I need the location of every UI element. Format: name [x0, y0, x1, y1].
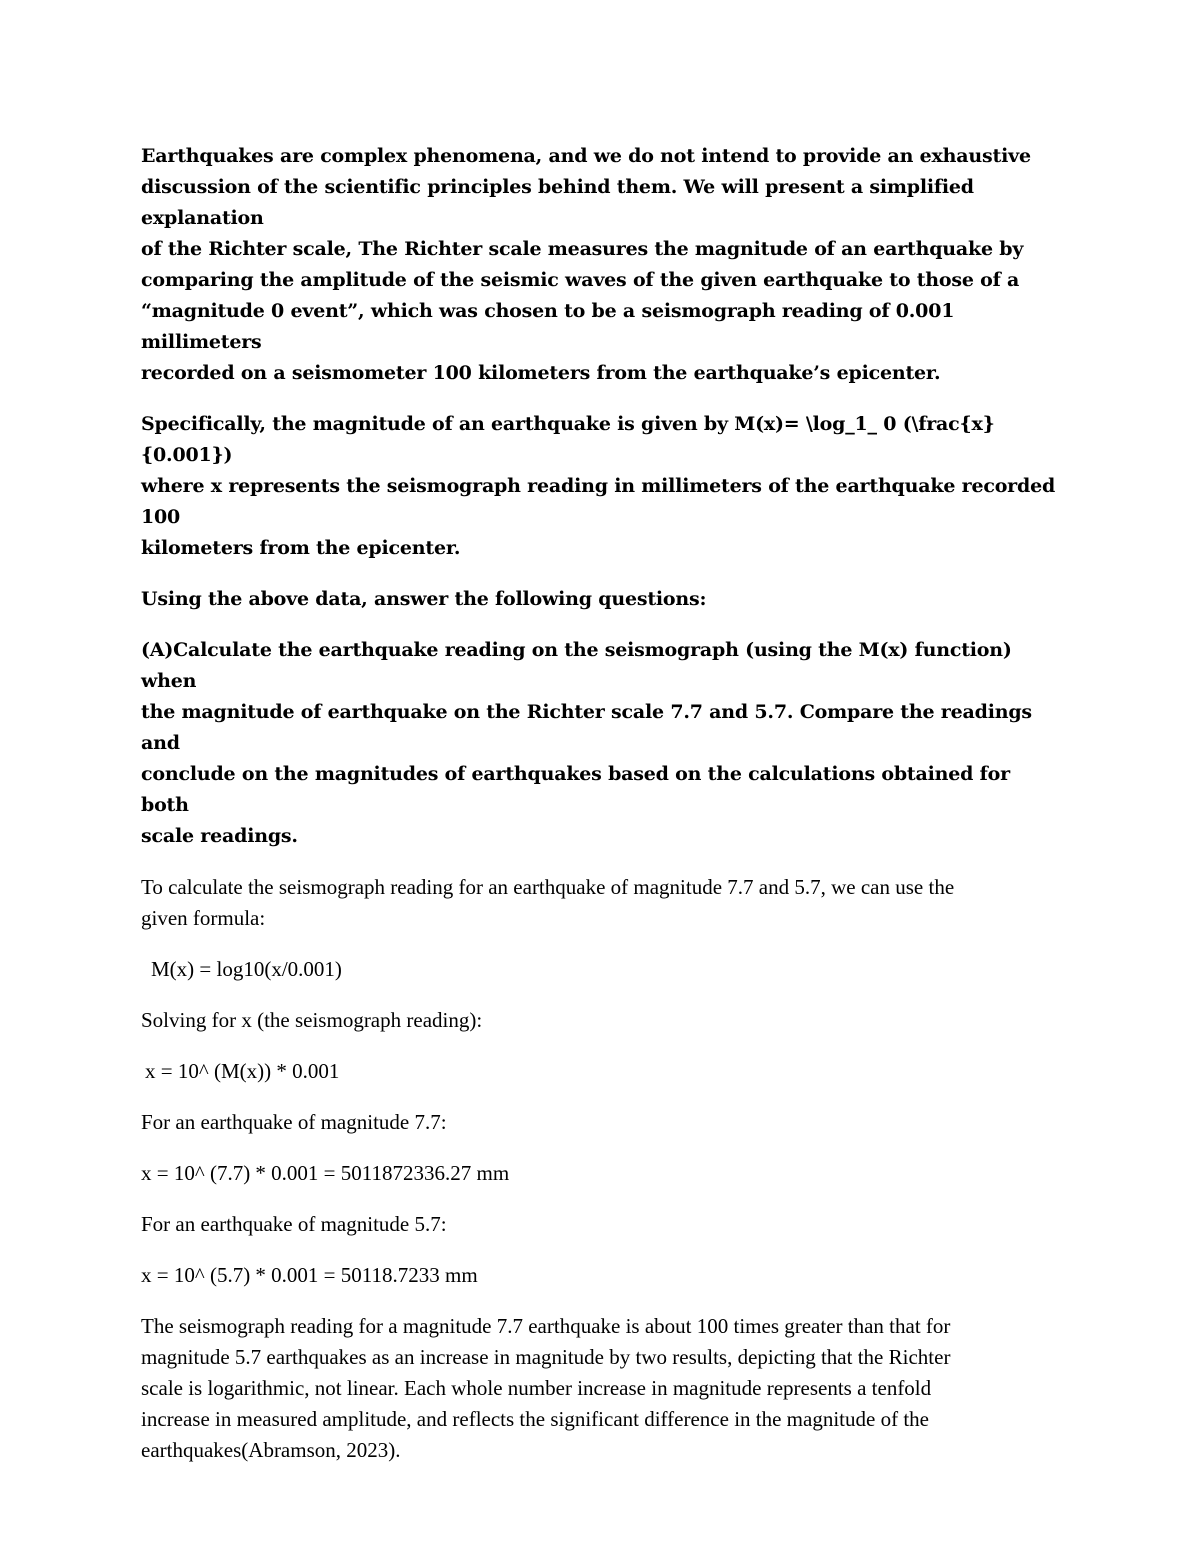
text-line: magnitude 5.7 earthquakes as an increase in magnitude by two results, depicting that the Richter — [141, 1345, 951, 1369]
text-line: x = 10^ (7.7) * 0.001 = 5011872336.27 mm — [141, 1161, 510, 1185]
text-line: conclude on the magnitudes of earthquakes based on the calculations obtained for both — [141, 763, 1010, 816]
text-line: where x represents the seismograph reading in millimeters of the earthquake recorded 100 — [141, 475, 1056, 528]
text-line: Earthquakes are complex phenomena, and we do not intend to provide an exhaustive — [141, 145, 1031, 167]
text-line: scale is logarithmic, not linear. Each whole number increase in magnitude represents a tenfold — [141, 1376, 932, 1400]
answer-intro-paragraph — [141, 872, 1061, 934]
question-a-paragraph — [141, 635, 1061, 852]
text-line: To calculate the seismograph reading for an earthquake of magnitude 7.7 and 5.7, we can use the — [141, 875, 955, 899]
text-line: comparing the amplitude of the seismic waves of the given earthquake to those of a — [141, 269, 1020, 291]
text-line: earthquakes(Abramson, 2023). — [141, 1438, 401, 1462]
text-line: M(x) = log10(x/0.001) — [151, 957, 342, 981]
text-line: the magnitude of earthquake on the Richter scale 7.7 and 5.7. Compare the readings and — [141, 701, 1032, 754]
text-line: of the Richter scale, The Richter scale measures the magnitude of an earthquake by — [141, 238, 1024, 260]
formula-line — [141, 954, 1061, 985]
solved-formula-line — [141, 1056, 1061, 1087]
text-line: Using the above data, answer the following questions: — [141, 588, 707, 610]
text-line: Specifically, the magnitude of an earthquake is given by M(x)= \log_1_ 0 (\frac{x}{0.001}) — [141, 413, 995, 466]
document-body — [141, 141, 1061, 1486]
text-line: Solving for x (the seismograph reading): — [141, 1008, 483, 1032]
text-line: x = 10^ (M(x)) * 0.001 — [145, 1059, 340, 1083]
text-line: (A)Calculate the earthquake reading on the seismograph (using the M(x) function) when — [141, 639, 1012, 692]
instructions-paragraph — [141, 584, 1061, 615]
text-line: For an earthquake of magnitude 5.7: — [141, 1212, 447, 1236]
text-line: kilometers from the epicenter. — [141, 537, 461, 559]
formula-definition-paragraph — [141, 409, 1061, 564]
text-line: recorded on a seismometer 100 kilometers from the earthquake’s epicenter. — [141, 362, 941, 384]
magnitude-57-label — [141, 1209, 1061, 1240]
solving-paragraph — [141, 1005, 1061, 1036]
intro-paragraph — [141, 141, 1061, 389]
text-line: “magnitude 0 event”, which was chosen to be a seismograph reading of 0.001 millimeters — [141, 300, 955, 353]
text-line: increase in measured amplitude, and reflects the significant difference in the magnitude of the — [141, 1407, 929, 1431]
conclusion-paragraph — [141, 1311, 1061, 1466]
text-line: The seismograph reading for a magnitude 7.7 earthquake is about 100 times greater than that for — [141, 1314, 951, 1338]
magnitude-77-label — [141, 1107, 1061, 1138]
text-line: discussion of the scientific principles behind them. We will present a simplified explanation — [141, 176, 974, 229]
text-line: For an earthquake of magnitude 7.7: — [141, 1110, 447, 1134]
text-line: given formula: — [141, 906, 266, 930]
text-line: x = 10^ (5.7) * 0.001 = 50118.7233 mm — [141, 1263, 478, 1287]
text-line: scale readings. — [141, 825, 298, 847]
magnitude-77-calculation — [141, 1158, 1061, 1189]
magnitude-57-calculation — [141, 1260, 1061, 1291]
